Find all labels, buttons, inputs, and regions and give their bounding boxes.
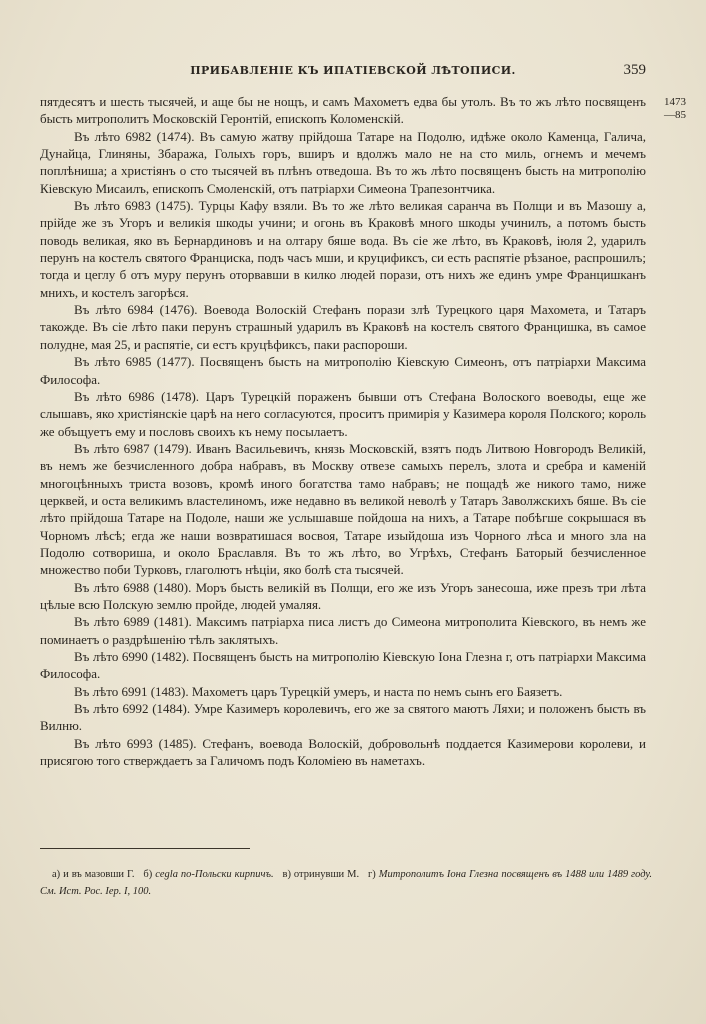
footnote-divider (40, 848, 250, 849)
entry-6988: Въ лѣто 6988 (1480). Моръ бысть великій въ Полщи, его же изъ Угоръ занесоша, иже презъ три лѣта цѣлые всю Полскую землю пройде, людей умаляя. (40, 579, 646, 612)
margin-year-top: 1473 (664, 96, 686, 108)
chronicle-text (40, 93, 646, 769)
entry-6992: Въ лѣто 6992 (1484). Умре Казимеръ королевичъ, его же за святого маютъ Ляхи; и положенъ бысть въ Вилню. (40, 701, 646, 734)
entry-6987: Въ лѣто 6987 (1479). Иванъ Васильевичъ, князь Московскій, взятъ подъ Литвою Новгородъ Великій, въ немъ же безчисленного добра набравъ, въ Москву отвезе самыхъ перелъ, злота и сребра и каменій многоцѣнныхъ триста возовъ, кромѣ иного богатства тамо набравъ; не пощадѣ же никого тамо, ниже церквей, и оста великимъ властелиномъ, иже недавно въ великой неволѣ у Татаръ Заволжскихъ бяше. Въ сіе лѣто прійдоша Татаре на Подоле, наши же услышавше пойдоша на нихъ, а Татаре побѣгше сокрышася въ Чорномъ лѣсѣ; егда же наши возвратишася восвоя, Татаре изыйдоша изъ Чорного лѣса и много зла на Подолю сотвориша, и около Браславля. Въ то жъ лѣто, во Угрѣхъ, Стефанъ Баторый безчисленное множество поби Турковъ, глаголютъ нѣціи, яко болѣ ста тысячей. (40, 440, 646, 578)
page-header (0, 64, 706, 84)
entry-6991: Въ лѣто 6991 (1483). Махометъ царъ Турецкій умеръ, и наста по немъ сынъ его Баязетъ. (74, 683, 563, 699)
entry-6984: Въ лѣто 6984 (1476). Воевода Волоскій Стефанъ порази злѣ Турецкого царя Махомета, и Татаръ такожде. Въ сіе лѣто паки перунъ страшный ударилъ въ Краковѣ на костелъ святого Францишка, въ самое полудне, мая 25, и распятіе, си естъ круцѣфиксъ, паки распороши. (40, 302, 646, 352)
entry-6986: Въ лѣто 6986 (1478). Царъ Турецкій пораженъ бывши отъ Стефана Волоского воеводы, еще же слышавъ, яко христіянскіе царѣ на него согласуются, проситъ примирія у Казимера короля Полского; король же объщуетъ ему и пословъ своихъ къ нему посылаетъ. (40, 388, 646, 439)
running-title: ПРИБАВЛЕНІЕ КЪ ИПАТІЕВСКОЙ ЛѢТОПИСИ. (190, 64, 516, 77)
footnote-b: cegla по-Польски кирпичъ. (155, 869, 274, 880)
entry-6982: Въ лѣто 6982 (1474). Въ самую жатву прійдоша Татаре на Подолю, идѣже около Каменца, Галича, Дунайца, Глиняны, Збаража, Голыхъ горъ, вширъ и вдолжъ мало не на сто миль, огнемъ и мечемъ поплѣниша; а христіянъ о сто тысячей въ плѣнъ отведоша. Въ то жъ лѣто посвященъ бысть на митрополію Кіевскую Мисаилъ, епископъ Смоленскій, отъ патріархи Симеона Трапезонтчика. (40, 128, 646, 196)
margin-year-bottom: —85 (664, 109, 686, 121)
paragraph-continuation: пятдесятъ и шесть тысячей, и аще бы не нощъ, и самъ Махометъ едва бы утолъ. Въ то жъ лѣто посвященъ бысть митрополитъ Московскій Геронтій, епископъ Коломенскій. (40, 94, 646, 127)
footnote-g-mark: г) (367, 869, 376, 880)
footnote-a-mark: а) (52, 869, 61, 880)
footnote-v-mark: в) (282, 869, 291, 880)
entry-6983: Въ лѣто 6983 (1475). Турцы Кафу взяли. Въ то же лѣто великая саранча въ Полщи и въ Мазошу а, прійде же зъ Угоръ и великія шкоды учини; и огонь въ Краковѣ много шкоды учинилъ, а потомъ бысть поводь великая, яко въ Бернардиновъ и на олтару бяше вода. Въ сіе же лѣто, въ Краковѣ, іюля 2, ударилъ перунъ на костелъ святого Франциска, подъ часъ мши, и круцификсъ, си есть распятіе рѣзаное, распрошилъ; тогда и цеглу б отъ муру перунъ оторвавши в килко людей порази, отъ нихъ же единъ умре Францишканъ мнихъ, и костелъ загорѣся. (40, 198, 646, 300)
entry-6985: Въ лѣто 6985 (1477). Посвященъ бысть на митрополію Кіевскую Симеонъ, отъ патріархи Максима Философа. (40, 354, 646, 387)
footnote-b-mark: б) (143, 869, 153, 880)
footnote-g: Митрополитъ Іона Глезна посвященъ въ 1488 или 1489 году. См. Ист. Рос. Іер. I, 100. (40, 869, 653, 897)
entry-6990: Въ лѣто 6990 (1482). Посвященъ бысть на митрополію Кіевскую Іона Глезна г, отъ патріархи Максима Философа. (40, 649, 646, 682)
footnote-v: отринувши М. (293, 869, 360, 880)
entry-6989: Въ лѣто 6989 (1481). Максимъ патріарха писа листъ до Симеона митрополита Кіевского, въ немъ же поминаетъ о раздрѣшенію тѣлъ заклятыхъ. (40, 614, 646, 647)
footnotes (40, 866, 652, 900)
footnote-a: и въ мазовши Г. (63, 869, 135, 880)
page-number: 359 (623, 62, 646, 78)
footnotes-block (40, 866, 652, 900)
margin-year-range (648, 96, 686, 122)
entry-6993: Въ лѣто 6993 (1485). Стефанъ, воевода Волоскій, добровольнѣ поддается Казимерови королеви, и присягою того стверждаетъ за Галичомъ подъ Коломіею въ наметахъ. (40, 735, 646, 769)
